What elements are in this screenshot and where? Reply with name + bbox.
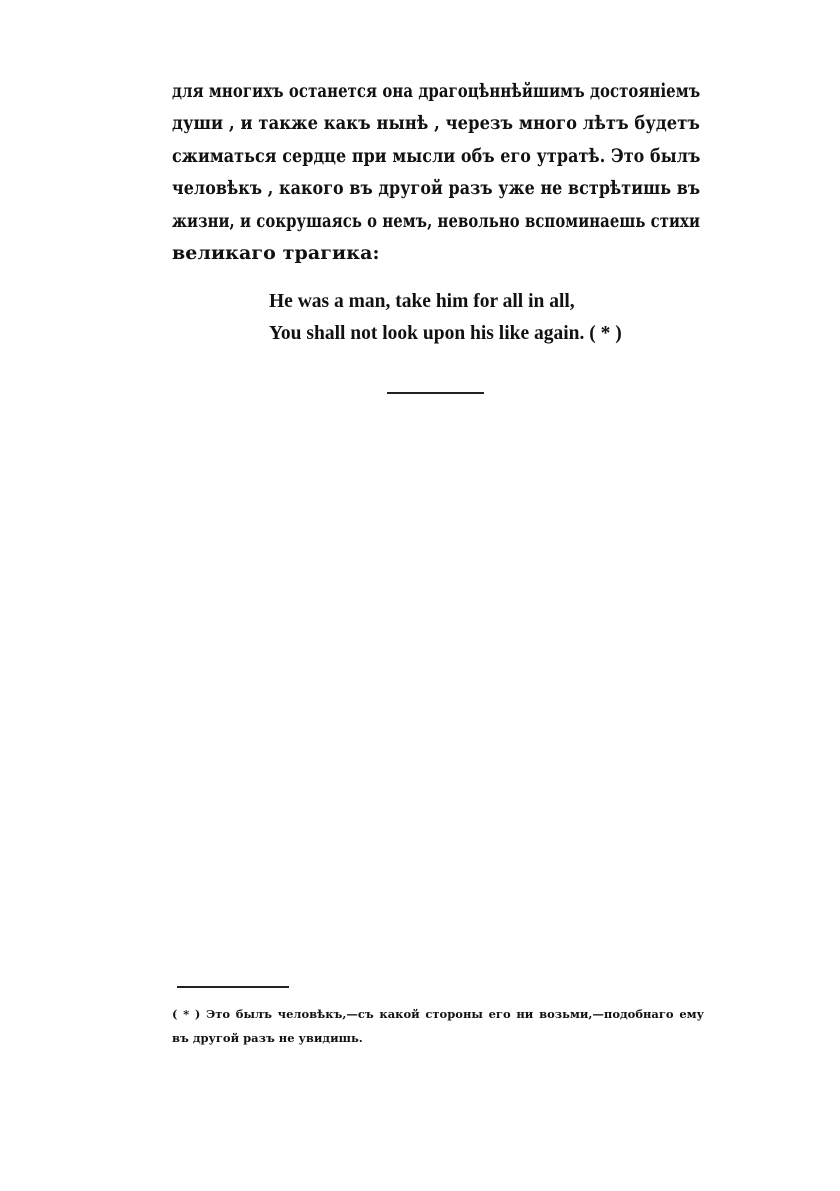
footnote-line-2: въ другой разъ не увидишь.: [172, 1031, 363, 1045]
quote-line-1: He was a man, take him for all in all,: [269, 291, 575, 312]
paragraph-line: жизни, и сокрушаясь о немъ, невольно вспоминаешь стихи: [172, 209, 701, 232]
quote-line-2: You shall not look upon his like again. ( * ): [269, 323, 622, 344]
footnote-rule: [177, 986, 289, 988]
main-paragraph: [172, 75, 700, 269]
shakespeare-quote: [269, 286, 689, 350]
footnote: [172, 1002, 704, 1050]
section-divider: [387, 392, 484, 394]
paragraph-line: великаго трагика:: [172, 242, 380, 265]
paragraph-line: человѣкъ , какого въ другой разъ уже не встрѣтишь въ: [172, 177, 701, 200]
footnote-line-1: ( * ) Это былъ человѣкъ,—съ какой стороны его ни возьми,—подобнаго ему: [172, 1007, 704, 1021]
paragraph-line: души , и также какъ нынѣ , черезъ много лѣтъ будетъ: [172, 112, 701, 135]
paragraph-line: сжиматься сердце при мысли объ его утратѣ. Это былъ: [172, 144, 701, 167]
paragraph-line: для многихъ останется она драгоцѣннѣйшимъ достояніемъ: [172, 80, 701, 102]
